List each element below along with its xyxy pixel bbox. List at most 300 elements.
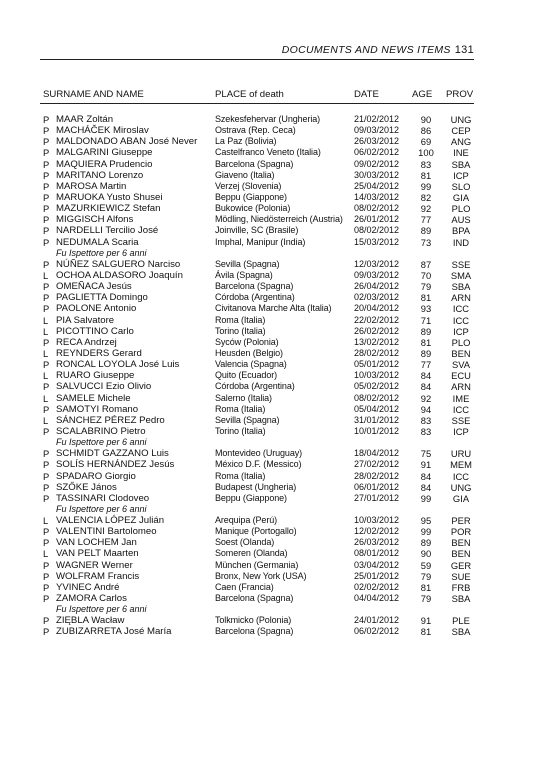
place-of-death: Tolkmicko (Polonia) bbox=[215, 615, 292, 626]
running-header bbox=[40, 44, 474, 56]
province: SUE bbox=[451, 570, 471, 582]
date-of-death: 26/03/2012 bbox=[354, 136, 400, 147]
age: 81 bbox=[420, 336, 432, 348]
member-type: P bbox=[43, 191, 50, 203]
surname-and-name: NEDUMALA Scaria bbox=[56, 236, 139, 248]
page-number: 131 bbox=[454, 44, 474, 56]
member-type: P bbox=[43, 114, 50, 125]
surname-and-name: RECA Andrzej bbox=[56, 336, 117, 348]
date-of-death: 18/04/2012 bbox=[354, 448, 400, 459]
age: 90 bbox=[420, 548, 432, 560]
date-of-death: 06/02/2012 bbox=[354, 626, 400, 637]
table-row bbox=[40, 292, 474, 303]
inspector-note-row bbox=[40, 248, 474, 259]
surname-and-name: RUARO Giuseppe bbox=[56, 370, 135, 382]
province: IME bbox=[452, 392, 470, 404]
place-of-death: Barcelona (Spagna) bbox=[215, 626, 294, 637]
member-type: P bbox=[43, 581, 50, 593]
place-of-death: Beppu (Giappone) bbox=[215, 191, 287, 202]
province: ICP bbox=[453, 425, 469, 437]
place-of-death: Budapest (Ungheria) bbox=[215, 481, 297, 492]
member-type: P bbox=[43, 303, 50, 315]
age: 95 bbox=[420, 515, 432, 527]
inspector-note: Fu Ispettore per 6 anni bbox=[56, 247, 147, 258]
surname-and-name: YVINEC André bbox=[56, 581, 120, 593]
date-of-death: 08/02/2012 bbox=[354, 225, 400, 236]
age: 81 bbox=[420, 626, 432, 638]
place-of-death: Someren (Olanda) bbox=[215, 548, 288, 559]
table-row bbox=[40, 315, 474, 326]
table-row bbox=[40, 281, 474, 292]
surname-and-name: PAOLONE Antonio bbox=[56, 303, 137, 315]
place-of-death: Barcelona (Spagna) bbox=[215, 593, 294, 604]
province: PER bbox=[451, 515, 471, 527]
age: 84 bbox=[420, 481, 432, 493]
table-row bbox=[40, 548, 474, 559]
province: ECU bbox=[451, 370, 471, 382]
age: 79 bbox=[420, 570, 432, 582]
member-type: P bbox=[43, 158, 50, 170]
surname-and-name: SOLÍS HERNÁNDEZ Jesús bbox=[56, 459, 175, 471]
age: 99 bbox=[420, 180, 432, 192]
place-of-death: München (Germania) bbox=[215, 559, 299, 570]
table-row bbox=[40, 493, 474, 504]
column-header-date: DATE bbox=[354, 89, 379, 100]
age: 83 bbox=[420, 414, 432, 426]
date-of-death: 26/01/2012 bbox=[354, 214, 400, 225]
place-of-death: Beppu (Giappone) bbox=[215, 492, 287, 503]
table-row bbox=[40, 560, 474, 571]
age: 81 bbox=[420, 169, 432, 181]
surname-and-name: PICOTTINO Carlo bbox=[56, 325, 134, 337]
date-of-death: 08/02/2012 bbox=[354, 392, 400, 403]
date-of-death: 09/02/2012 bbox=[354, 158, 400, 169]
date-of-death: 02/02/2012 bbox=[354, 581, 400, 592]
surname-and-name: OCHOA ALDASORO Joaquín bbox=[56, 269, 183, 281]
surname-and-name: TASSINARI Clodoveo bbox=[56, 492, 150, 504]
surname-and-name: REYNDERS Gerard bbox=[56, 347, 142, 359]
age: 94 bbox=[420, 403, 432, 415]
member-type: P bbox=[43, 470, 50, 482]
member-type: P bbox=[43, 403, 50, 415]
date-of-death: 21/02/2012 bbox=[354, 114, 400, 124]
place-of-death: La Paz (Bolivia) bbox=[215, 136, 277, 147]
age: 87 bbox=[420, 258, 432, 270]
province: MEM bbox=[450, 459, 472, 471]
member-type: P bbox=[43, 147, 50, 159]
province: PLO bbox=[451, 336, 471, 348]
surname-and-name: VALENTINI Bartolomeo bbox=[56, 526, 157, 538]
member-type: P bbox=[43, 180, 50, 192]
province: SVA bbox=[451, 359, 471, 371]
date-of-death: 04/04/2012 bbox=[354, 593, 400, 604]
date-of-death: 26/03/2012 bbox=[354, 537, 400, 548]
place-of-death: Barcelona (Spagna) bbox=[215, 281, 294, 292]
surname-and-name: MALGARINI Giuseppe bbox=[56, 147, 153, 159]
member-type: P bbox=[43, 281, 50, 293]
place-of-death: Roma (Italia) bbox=[215, 403, 266, 414]
surname-and-name: NÚÑEZ SALGUERO Narciso bbox=[56, 258, 181, 270]
place-of-death: Salerno (Italia) bbox=[215, 392, 272, 403]
member-type: P bbox=[43, 448, 50, 460]
place-of-death: Verzej (Slovenia) bbox=[215, 180, 282, 191]
surname-and-name: WOLFRAM Francis bbox=[56, 570, 140, 582]
date-of-death: 12/03/2012 bbox=[354, 258, 400, 269]
province: SBA bbox=[451, 158, 471, 170]
table-row bbox=[40, 348, 474, 359]
surname-and-name: SCALABRINO Pietro bbox=[56, 425, 146, 437]
place-of-death: Syców (Polonia) bbox=[215, 336, 279, 347]
surname-and-name: SÁNCHEZ PÉREZ Pedro bbox=[56, 414, 165, 426]
date-of-death: 13/02/2012 bbox=[354, 336, 400, 347]
member-type: L bbox=[43, 325, 49, 337]
province: GER bbox=[450, 559, 472, 571]
place-of-death: Sevilla (Spagna) bbox=[215, 414, 280, 425]
member-type: L bbox=[43, 548, 49, 560]
age: 77 bbox=[420, 359, 432, 371]
table-row bbox=[40, 337, 474, 348]
surname-and-name: MARITANO Lorenzo bbox=[56, 169, 144, 181]
inspector-note: Fu Ispettore per 6 anni bbox=[56, 437, 147, 448]
surname-and-name: VALENCIA LÓPEZ Julián bbox=[56, 515, 165, 527]
table-header-rule bbox=[40, 103, 474, 104]
inspector-note-row bbox=[40, 437, 474, 448]
province: FRB bbox=[451, 581, 471, 593]
province: BPA bbox=[451, 225, 471, 237]
province: UNG bbox=[450, 114, 472, 125]
place-of-death: Manique (Portogallo) bbox=[215, 526, 297, 537]
member-type: L bbox=[43, 392, 49, 404]
table-row bbox=[40, 181, 474, 192]
member-type: P bbox=[43, 526, 50, 538]
province: BEN bbox=[451, 537, 471, 549]
table-row bbox=[40, 125, 474, 136]
place-of-death: Mödling, Niedösterreich (Austria) bbox=[215, 214, 343, 225]
province: ICP bbox=[453, 325, 469, 337]
age: 81 bbox=[420, 581, 432, 593]
table-row bbox=[40, 626, 474, 637]
date-of-death: 26/04/2012 bbox=[354, 281, 400, 292]
surname-and-name: MACHÁČEK Miroslav bbox=[56, 125, 149, 137]
province: BEN bbox=[451, 548, 471, 560]
table-row bbox=[40, 459, 474, 470]
member-type: P bbox=[43, 615, 50, 627]
age: 91 bbox=[420, 459, 432, 471]
province: ICP bbox=[453, 169, 469, 181]
table-row bbox=[40, 482, 474, 493]
province: SSE bbox=[451, 258, 471, 270]
table-row bbox=[40, 359, 474, 370]
place-of-death: Quito (Ecuador) bbox=[215, 370, 278, 381]
date-of-death: 24/01/2012 bbox=[354, 615, 400, 626]
age: 84 bbox=[420, 370, 432, 382]
table-row bbox=[40, 515, 474, 526]
table-row bbox=[40, 270, 474, 281]
surname-and-name: MAZURKIEWICZ Stefan bbox=[56, 203, 161, 215]
table-row bbox=[40, 582, 474, 593]
place-of-death: Szekesfehervar (Ungheria) bbox=[215, 114, 321, 124]
table-row bbox=[40, 303, 474, 314]
age: 81 bbox=[420, 292, 432, 304]
surname-and-name: PIA Salvatore bbox=[56, 314, 115, 326]
member-type: P bbox=[43, 169, 50, 181]
province: PLO bbox=[451, 203, 471, 215]
date-of-death: 08/02/2012 bbox=[354, 203, 400, 214]
age: 89 bbox=[420, 225, 432, 237]
age: 79 bbox=[420, 593, 432, 605]
member-type: P bbox=[43, 136, 50, 148]
surname-and-name: ZUBIZARRETA José María bbox=[56, 626, 172, 638]
member-type: P bbox=[43, 258, 50, 270]
surname-and-name: SCHMIDT GAZZANO Luis bbox=[56, 448, 169, 460]
age: 84 bbox=[420, 381, 432, 393]
table-row bbox=[40, 415, 474, 426]
surname-and-name: RONCAL LOYOLA José Luis bbox=[56, 359, 180, 371]
table-row bbox=[40, 192, 474, 203]
date-of-death: 09/03/2012 bbox=[354, 125, 400, 136]
table-row bbox=[40, 259, 474, 270]
age: 59 bbox=[420, 559, 432, 571]
table-row bbox=[40, 326, 474, 337]
member-type: P bbox=[43, 459, 50, 471]
place-of-death: Sevilla (Spagna) bbox=[215, 258, 280, 269]
date-of-death: 22/02/2012 bbox=[354, 314, 400, 325]
member-type: P bbox=[43, 359, 50, 371]
province: URU bbox=[450, 448, 472, 460]
place-of-death: México D.F. (Messico) bbox=[215, 459, 302, 470]
table-row bbox=[40, 393, 474, 404]
age: 86 bbox=[420, 125, 432, 137]
place-of-death: Soest (Olanda) bbox=[215, 537, 275, 548]
place-of-death: Imphal, Manipur (India) bbox=[215, 236, 306, 247]
province: ARN bbox=[451, 381, 471, 393]
column-header-place: PLACE of death bbox=[215, 89, 284, 100]
place-of-death: Ostrava (Rep. Ceca) bbox=[215, 125, 296, 136]
province: INE bbox=[453, 147, 469, 159]
member-type: P bbox=[43, 225, 50, 237]
inspector-note-row bbox=[40, 604, 474, 615]
date-of-death: 06/01/2012 bbox=[354, 481, 400, 492]
date-of-death: 10/03/2012 bbox=[354, 370, 400, 381]
province: SMA bbox=[450, 269, 472, 281]
age: 77 bbox=[420, 214, 432, 226]
member-type: P bbox=[43, 559, 50, 571]
inspector-note-row bbox=[40, 504, 474, 515]
table-header bbox=[40, 89, 474, 101]
province: SLO bbox=[451, 180, 471, 192]
surname-and-name: NARDELLI Tercilio José bbox=[56, 225, 159, 237]
date-of-death: 27/02/2012 bbox=[354, 459, 400, 470]
date-of-death: 30/03/2012 bbox=[354, 169, 400, 180]
age: 83 bbox=[420, 425, 432, 437]
place-of-death: Giaveno (Italia) bbox=[215, 169, 275, 180]
province: BEN bbox=[451, 347, 471, 359]
place-of-death: Heusden (Belgio) bbox=[215, 347, 283, 358]
table-row bbox=[40, 203, 474, 214]
place-of-death: Civitanova Marche Alta (Italia) bbox=[215, 303, 332, 314]
place-of-death: Córdoba (Argentina) bbox=[215, 381, 295, 392]
age: 99 bbox=[420, 492, 432, 504]
table-row bbox=[40, 214, 474, 225]
member-type: P bbox=[43, 214, 50, 226]
table-row bbox=[40, 593, 474, 604]
member-type: P bbox=[43, 492, 50, 504]
place-of-death: Arequipa (Perú) bbox=[215, 515, 278, 526]
province: GIA bbox=[452, 191, 470, 203]
inspector-note: Fu Ispettore per 6 anni bbox=[56, 503, 147, 514]
surname-and-name: SALVUCCI Ezio Olivio bbox=[56, 381, 152, 393]
member-type: P bbox=[43, 381, 50, 393]
surname-and-name: ZIĘBLA Wacław bbox=[56, 615, 125, 627]
obituary-table bbox=[40, 114, 474, 638]
surname-and-name: VAN LOCHEM Jan bbox=[56, 537, 137, 549]
member-type: L bbox=[43, 269, 49, 281]
table-row bbox=[40, 170, 474, 181]
province: SBA bbox=[451, 626, 471, 638]
province: ANG bbox=[450, 136, 472, 148]
member-type: P bbox=[43, 292, 50, 304]
age: 89 bbox=[420, 325, 432, 337]
table-row bbox=[40, 571, 474, 582]
member-type: P bbox=[43, 236, 50, 248]
table-row bbox=[40, 225, 474, 236]
province: ICC bbox=[452, 314, 470, 326]
table-row bbox=[40, 537, 474, 548]
member-type: L bbox=[43, 347, 49, 359]
age: 92 bbox=[420, 392, 432, 404]
table-row bbox=[40, 615, 474, 626]
table-row bbox=[40, 370, 474, 381]
surname-and-name: VAN PELT Maarten bbox=[56, 548, 139, 560]
place-of-death: Barcelona (Spagna) bbox=[215, 158, 294, 169]
surname-and-name: WAGNER Werner bbox=[56, 559, 133, 571]
place-of-death: Roma (Italia) bbox=[215, 470, 266, 481]
age: 93 bbox=[420, 303, 432, 315]
province: ARN bbox=[451, 292, 471, 304]
surname-and-name: MIGGISCH Alfons bbox=[56, 214, 134, 226]
date-of-death: 27/01/2012 bbox=[354, 492, 400, 503]
age: 90 bbox=[420, 114, 432, 125]
date-of-death: 12/02/2012 bbox=[354, 526, 400, 537]
surname-and-name: SAMELE Michele bbox=[56, 392, 131, 404]
date-of-death: 10/01/2012 bbox=[354, 425, 400, 436]
table-row bbox=[40, 159, 474, 170]
age: 82 bbox=[420, 191, 432, 203]
member-type: P bbox=[43, 425, 50, 437]
province: SBA bbox=[451, 593, 471, 605]
date-of-death: 25/04/2012 bbox=[354, 180, 400, 191]
member-type: L bbox=[43, 314, 49, 326]
age: 69 bbox=[420, 136, 432, 148]
date-of-death: 05/02/2012 bbox=[354, 381, 400, 392]
place-of-death: Bukowice (Polonia) bbox=[215, 203, 291, 214]
member-type: P bbox=[43, 336, 50, 348]
place-of-death: Joinville, SC (Brasile) bbox=[215, 225, 299, 236]
date-of-death: 05/04/2012 bbox=[354, 403, 400, 414]
place-of-death: Valencia (Spagna) bbox=[215, 359, 287, 370]
table-row bbox=[40, 526, 474, 537]
member-type: P bbox=[43, 125, 50, 137]
running-title: DOCUMENTS AND NEWS ITEMS bbox=[281, 44, 451, 56]
surname-and-name: SPADARO Giorgio bbox=[56, 470, 136, 482]
date-of-death: 09/03/2012 bbox=[354, 269, 400, 280]
surname-and-name: SAMOTYI Romano bbox=[56, 403, 139, 415]
member-type: P bbox=[43, 203, 50, 215]
place-of-death: Bronx, New York (USA) bbox=[215, 570, 307, 581]
province: PLE bbox=[452, 615, 470, 627]
place-of-death: Torino (Italia) bbox=[215, 325, 266, 336]
province: IND bbox=[452, 236, 470, 248]
date-of-death: 08/01/2012 bbox=[354, 548, 400, 559]
table-row bbox=[40, 114, 474, 125]
member-type: P bbox=[43, 537, 50, 549]
province: POR bbox=[450, 526, 472, 538]
age: 99 bbox=[420, 526, 432, 538]
date-of-death: 14/03/2012 bbox=[354, 191, 400, 202]
member-type: P bbox=[43, 593, 50, 605]
place-of-death: Roma (Italia) bbox=[215, 314, 266, 325]
age: 75 bbox=[420, 448, 432, 460]
surname-and-name: MAROSA Martin bbox=[56, 180, 127, 192]
province: GIA bbox=[452, 492, 470, 504]
place-of-death: Caen (Francia) bbox=[215, 581, 274, 592]
place-of-death: Ávila (Spagna) bbox=[215, 269, 273, 280]
age: 71 bbox=[420, 314, 432, 326]
member-type: L bbox=[43, 414, 49, 426]
member-type: L bbox=[43, 370, 49, 382]
province: UNG bbox=[450, 481, 472, 493]
age: 73 bbox=[420, 236, 432, 248]
table-row bbox=[40, 136, 474, 147]
province: CEP bbox=[451, 125, 471, 137]
column-header-age: AGE bbox=[412, 89, 433, 100]
province: ICC bbox=[452, 403, 470, 415]
date-of-death: 10/03/2012 bbox=[354, 515, 400, 526]
date-of-death: 26/02/2012 bbox=[354, 325, 400, 336]
table-row bbox=[40, 426, 474, 437]
age: 100 bbox=[418, 147, 434, 159]
surname-and-name: MAQUIERA Prudencio bbox=[56, 158, 153, 170]
column-header-prov: PROV bbox=[446, 89, 474, 100]
date-of-death: 05/01/2012 bbox=[354, 359, 400, 370]
surname-and-name: SZŐKE János bbox=[56, 481, 117, 493]
table-row bbox=[40, 404, 474, 415]
age: 70 bbox=[420, 269, 432, 281]
surname-and-name: MALDONADO ABAN José Never bbox=[56, 136, 198, 148]
age: 89 bbox=[420, 347, 432, 359]
date-of-death: 31/01/2012 bbox=[354, 414, 400, 425]
age: 92 bbox=[420, 203, 432, 215]
province: ICC bbox=[452, 470, 470, 482]
date-of-death: 03/04/2012 bbox=[354, 559, 400, 570]
surname-and-name: MARUOKA Yusto Shusei bbox=[56, 191, 163, 203]
surname-and-name: MAAR Zoltán bbox=[56, 114, 114, 125]
age: 91 bbox=[420, 615, 432, 627]
province: AUS bbox=[451, 214, 471, 226]
date-of-death: 02/03/2012 bbox=[354, 292, 400, 303]
province: ICC bbox=[452, 303, 470, 315]
member-type: P bbox=[43, 481, 50, 493]
place-of-death: Córdoba (Argentina) bbox=[215, 292, 295, 303]
date-of-death: 25/01/2012 bbox=[354, 570, 400, 581]
column-header-surname: SURNAME AND NAME bbox=[43, 89, 144, 100]
surname-and-name: ZAMORA Carlos bbox=[56, 593, 127, 605]
place-of-death: Torino (Italia) bbox=[215, 425, 266, 436]
inspector-note: Fu Ispettore per 6 anni bbox=[56, 604, 147, 615]
member-type: L bbox=[43, 515, 49, 527]
table-row bbox=[40, 147, 474, 158]
province: SBA bbox=[451, 281, 471, 293]
